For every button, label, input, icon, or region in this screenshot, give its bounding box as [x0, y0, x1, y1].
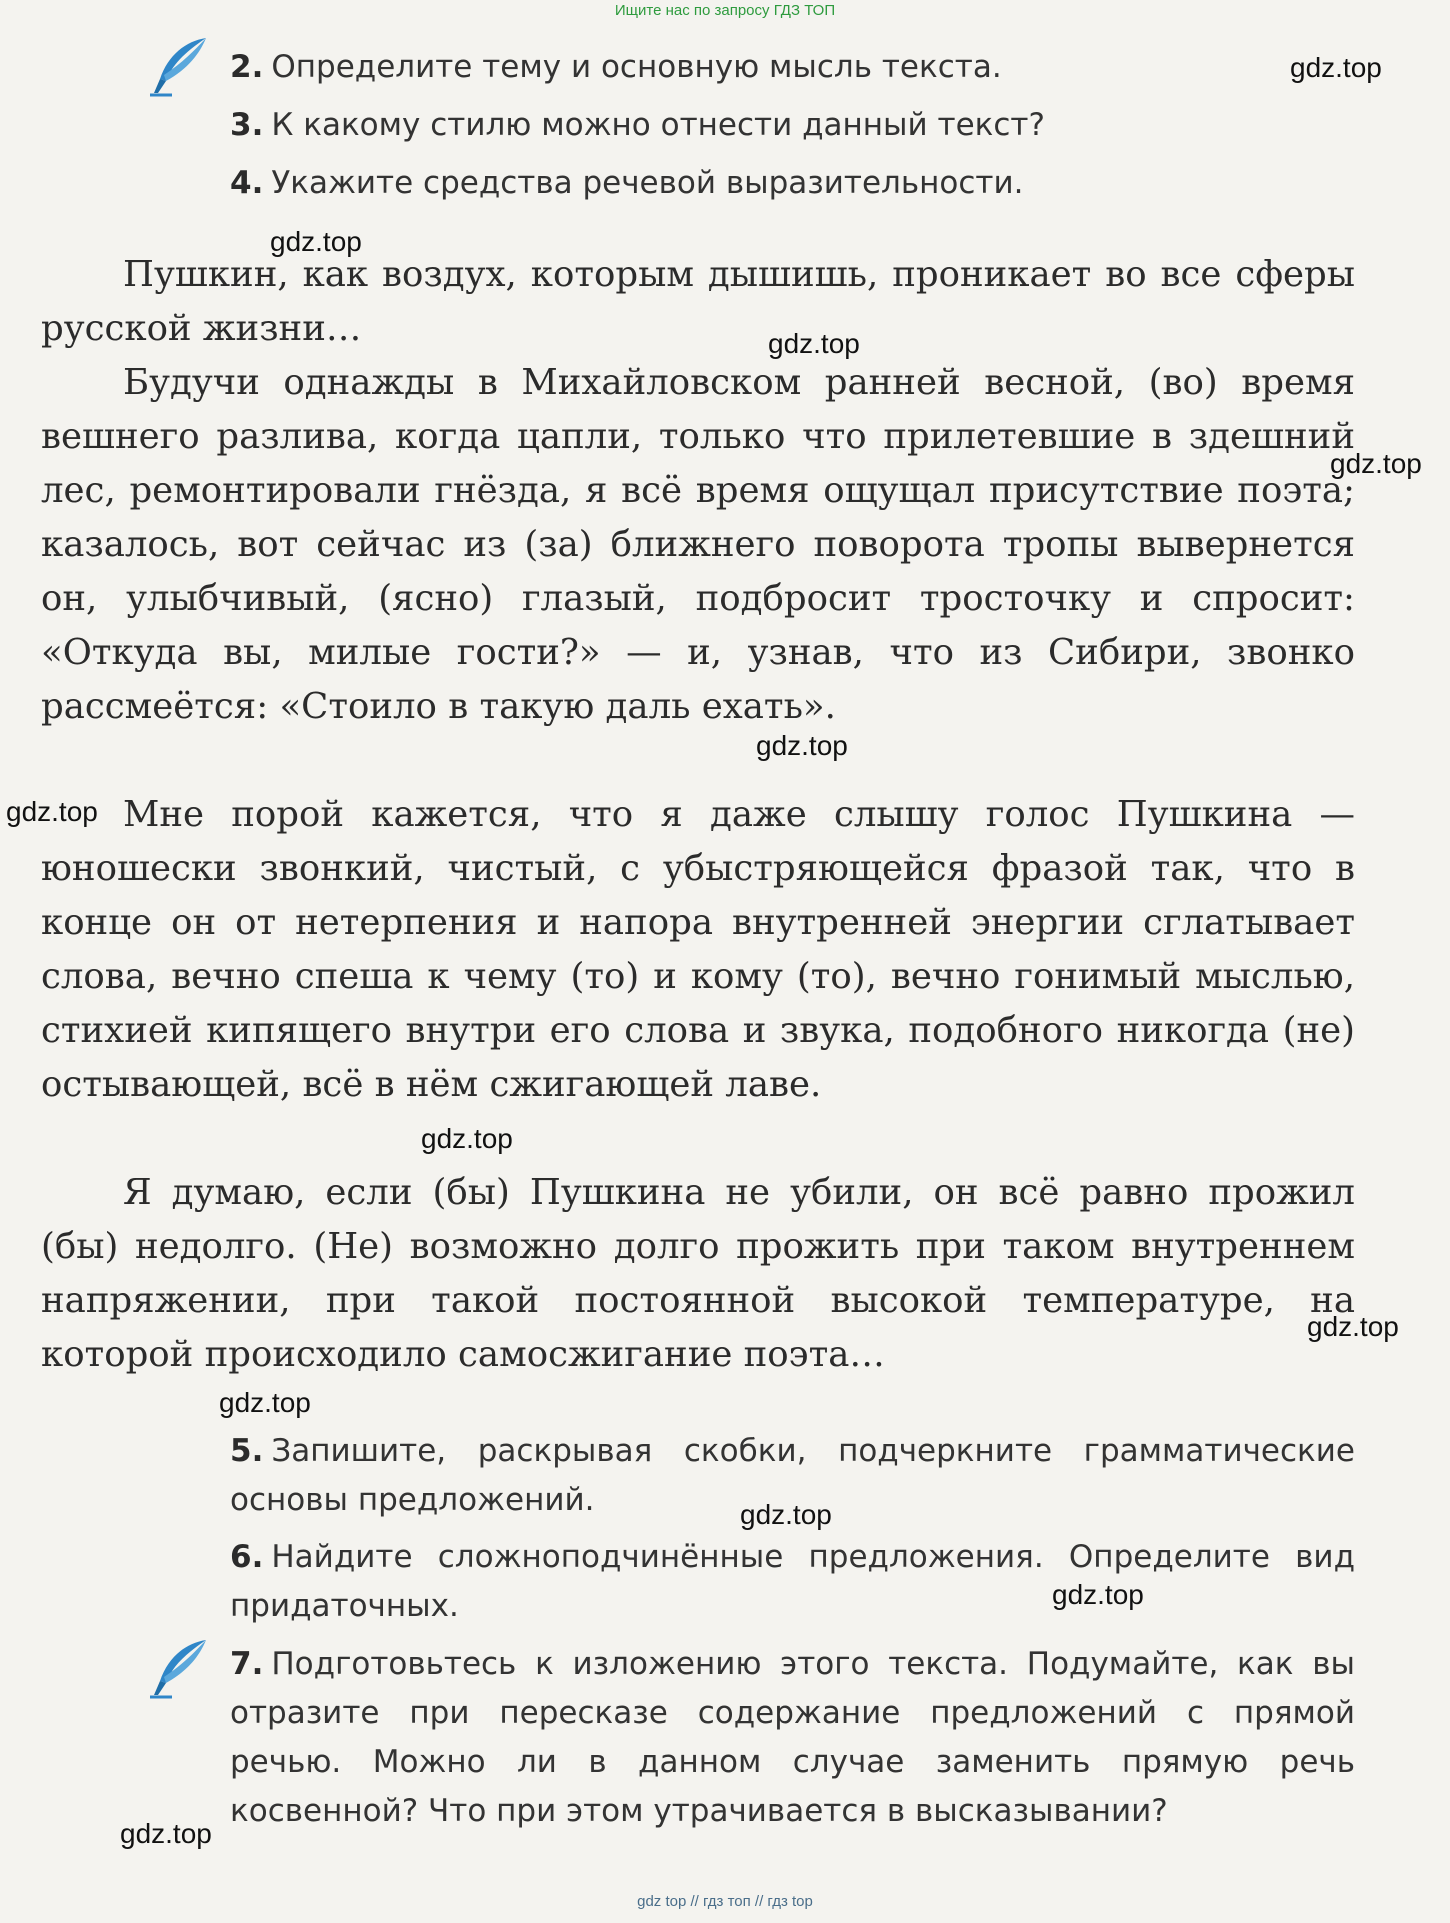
- watermark: gdz.top: [1307, 1311, 1399, 1342]
- paragraph-1: Пушкин, как воздух, которым дышишь, проникает во все сферы русской жизни…: [41, 254, 1355, 349]
- watermark: gdz.top: [120, 1818, 212, 1849]
- watermark: gdz.top: [219, 1387, 311, 1418]
- quill-pen-icon: [148, 35, 210, 97]
- task-7: 7. Подготовьтесь к изложению этого текста. Подумайте, как вы отразите при пересказе содержание предложений с прямой речью. Можно ли в данном случае заменить прямую речь косвенной? Что при этом утрачивается в высказывании?: [230, 1646, 1355, 1829]
- watermark: gdz.top: [768, 328, 860, 359]
- watermark: gdz.top: [740, 1499, 832, 1530]
- paragraph-2: Будучи однажды в Михайловском ранней весной, (во) время вешнего разлива, когда цапли, только что прилетевшие в здешний лес, ремонтировали гнёзда, я всё время ощущал присутствие поэта; казалось, вот сейчас из (за) ближнего поворота тропы вывернется он, улыбчивый, (ясно) глазый, подбросит тросточку и спросит: «Откуда вы, милые гости?» — и, узнав, что из Сибири, звонко рассмеётся: «Стоило в такую даль ехать».: [41, 362, 1355, 727]
- quill-pen-icon: [148, 1637, 210, 1699]
- watermark: gdz.top: [1330, 448, 1422, 479]
- task-5: 5. Запишите, раскрывая скобки, подчеркните грамматические основы предложений.: [230, 1433, 1355, 1518]
- watermark: gdz.top: [421, 1123, 513, 1154]
- task-4: 4. Укажите средства речевой выразительности.: [230, 165, 1024, 201]
- watermark: gdz.top: [1290, 52, 1382, 83]
- bottom-banner[interactable]: gdz top // гдз топ // гдз top: [637, 1893, 813, 1910]
- watermark: gdz.top: [1052, 1579, 1144, 1610]
- task-2: 2. Определите тему и основную мысль текста.: [230, 49, 1002, 85]
- task-3: 3. К какому стилю можно отнести данный текст?: [230, 107, 1045, 143]
- watermark: gdz.top: [6, 796, 98, 827]
- task-6: 6. Найдите сложноподчинённые предложения. Определите вид придаточных.: [230, 1539, 1355, 1624]
- top-banner[interactable]: Ищите нас по запросу ГДЗ ТОП: [614, 2, 836, 19]
- paragraph-4: Я думаю, если (бы) Пушкина не убили, он всё равно прожил (бы) недолго. (Не) возможно долго прожить при таком внутреннем напряжении, при такой постоянной высокой температуре, на которой происходило самосжигание поэта…: [41, 1172, 1355, 1375]
- paragraph-3: Мне порой кажется, что я даже слышу голос Пушкина — юношески звонкий, чистый, с убыстряющейся фразой так, что в конце он от нетерпения и напора внутренней энергии сглатывает слова, вечно спеша к чему (то) и кому (то), вечно гонимый мыслью, стихией кипящего внутри его слова и звука, подобного никогда (не) остывающей, всё в нём сжигающей лаве.: [41, 794, 1355, 1105]
- watermark: gdz.top: [756, 730, 848, 761]
- watermark: gdz.top: [270, 226, 362, 257]
